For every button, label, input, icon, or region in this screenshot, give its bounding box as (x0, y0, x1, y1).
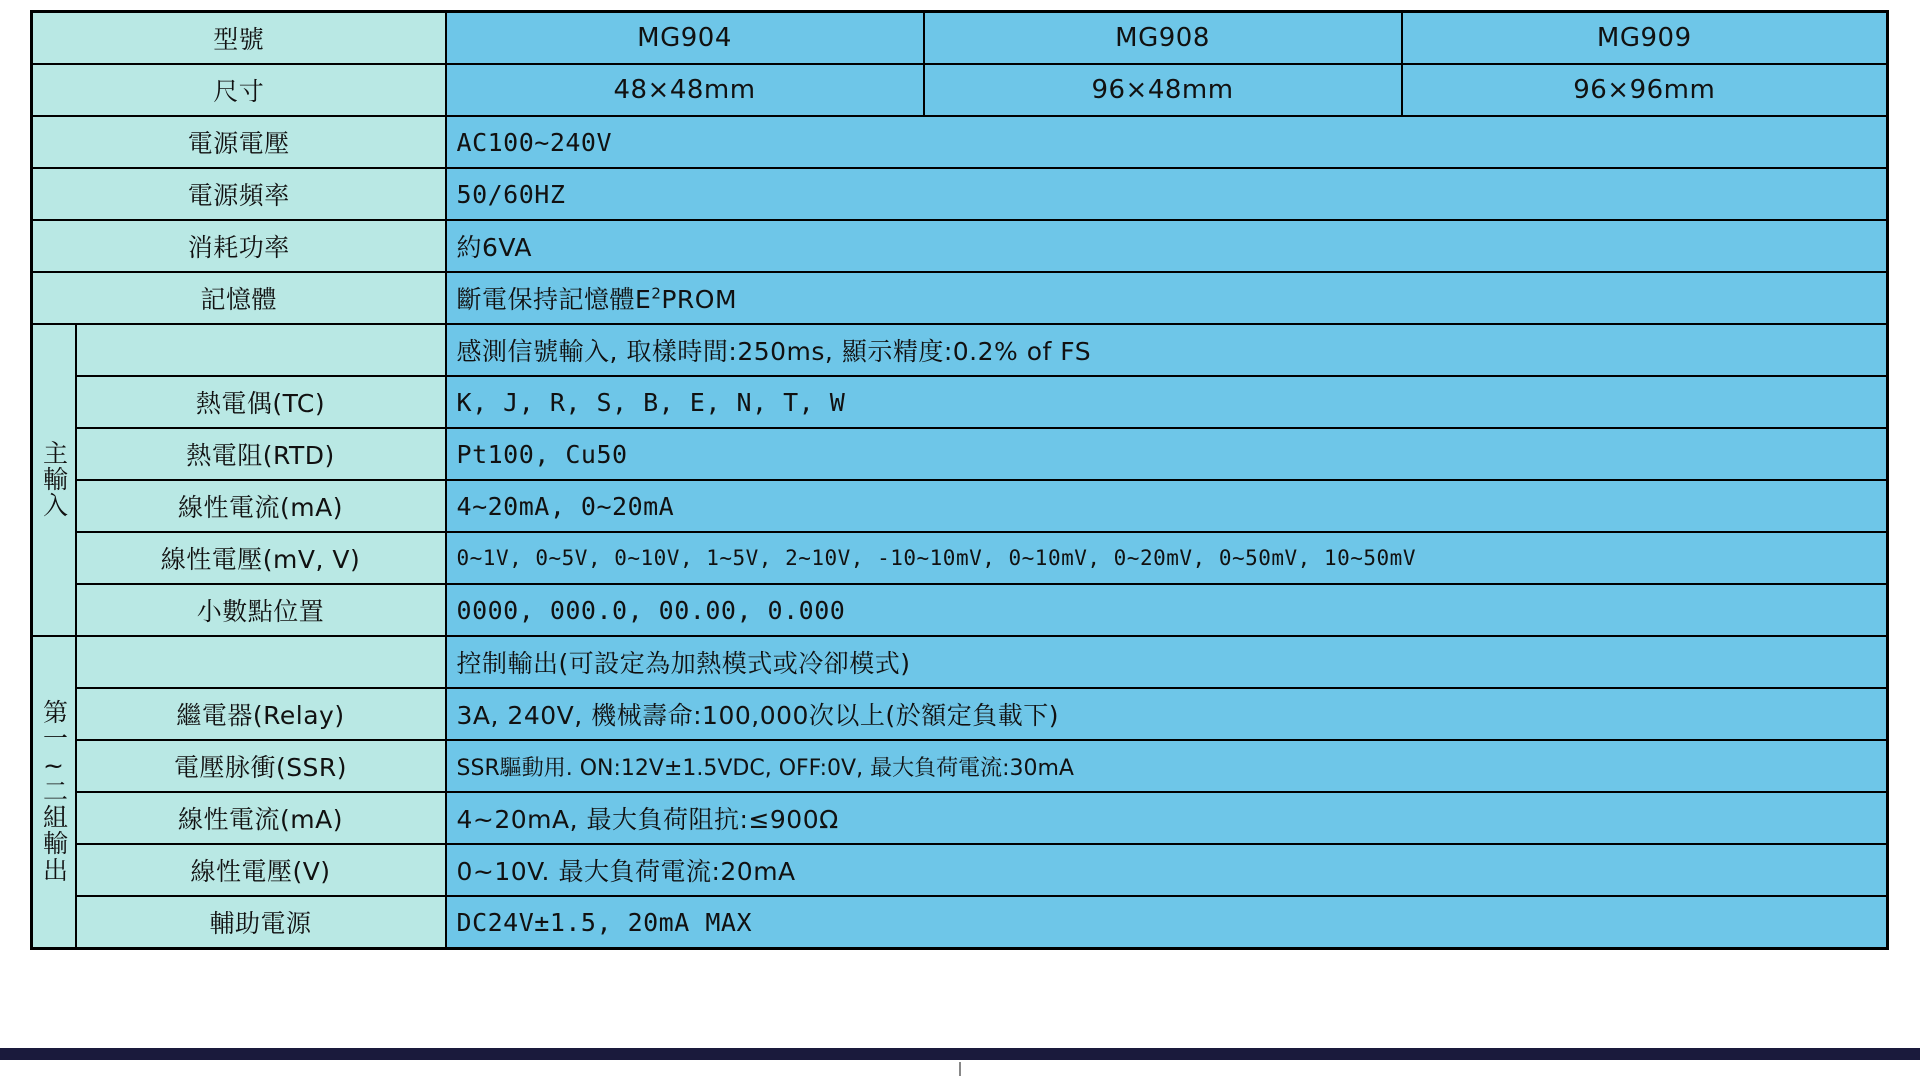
table-row (32, 740, 1888, 792)
row-value-main-input-general: 感測信號輸入, 取樣時間:250ms, 顯示精度:0.2% of FS (446, 324, 1888, 376)
group-char: 入 (43, 491, 69, 521)
table-row (32, 324, 1888, 376)
row-label-supply-frequency: 電源頻率 (32, 168, 446, 220)
footer-center-mark (959, 1062, 961, 1076)
table-row (32, 116, 1888, 168)
size-mg909: 96×96mm (1402, 64, 1888, 116)
row-label-decimal-point: 小數點位置 (76, 584, 446, 636)
row-value-thermocouple: K, J, R, S, B, E, N, T, W (446, 376, 1888, 428)
model-mg904: MG904 (446, 12, 924, 65)
row-value-relay: 3A, 240V, 機械壽命:100,000次以上(於額定負載下) (446, 688, 1888, 740)
model-mg908: MG908 (924, 12, 1402, 65)
row-label-thermocouple: 熱電偶(TC) (76, 376, 446, 428)
row-label-linear-voltage-out: 線性電壓(V) (76, 844, 446, 896)
memory-prefix: 斷電保持記憶體E (456, 285, 652, 314)
row-label-linear-current-out: 線性電流(mA) (76, 792, 446, 844)
row-label-supply-voltage: 電源電壓 (32, 116, 446, 168)
table-row (32, 532, 1888, 584)
group-char: 組 (43, 803, 69, 833)
table-row (32, 792, 1888, 844)
row-label-output-general (76, 636, 446, 688)
row-label-linear-voltage-in: 線性電壓(mV, V) (76, 532, 446, 584)
table-row (32, 64, 1888, 116)
row-value-decimal-point: 0000, 000.0, 00.00, 0.000 (446, 584, 1888, 636)
table-row (32, 688, 1888, 740)
row-value-ssr: SSR驅動用. ON:12V±1.5VDC, OFF:0V, 最大負荷電流:30mA (446, 740, 1888, 792)
group-char: 第 (43, 698, 69, 728)
row-value-linear-voltage-out: 0~10V. 最大負荷電流:20mA (446, 844, 1888, 896)
footer-bar (0, 1048, 1920, 1060)
row-label-auxiliary-power: 輔助電源 (76, 896, 446, 949)
group-char: ~ (43, 750, 65, 780)
row-value-linear-current-in: 4~20mA, 0~20mA (446, 480, 1888, 532)
row-value-linear-voltage-in: 0~1V, 0~5V, 0~10V, 1~5V, 2~10V, -10~10mV, 0~10mV, 0~20mV, 0~50mV, 10~50mV (446, 532, 1888, 584)
table-row (32, 844, 1888, 896)
row-value-rtd: Pt100, Cu50 (446, 428, 1888, 480)
group-char: 輸 (43, 829, 69, 859)
table-row (32, 480, 1888, 532)
specification-table (30, 10, 1889, 950)
memory-superscript: 2 (651, 284, 662, 303)
group-char: 出 (43, 855, 69, 885)
row-value-supply-voltage: AC100~240V (446, 116, 1888, 168)
memory-suffix: PROM (661, 285, 738, 314)
table-row (32, 12, 1888, 65)
table-row (32, 376, 1888, 428)
group-char: 主 (43, 438, 69, 468)
size-mg904: 48×48mm (446, 64, 924, 116)
row-value-supply-frequency: 50/60HZ (446, 168, 1888, 220)
row-label-main-input-general (76, 324, 446, 376)
group-char: 輸 (43, 464, 69, 494)
group-label-output-1-2 (32, 636, 76, 949)
group-char: 一 (43, 724, 69, 754)
row-value-output-general: 控制輸出(可設定為加熱模式或冷卻模式) (446, 636, 1888, 688)
table-row (32, 636, 1888, 688)
table-row (32, 896, 1888, 949)
table-row (32, 272, 1888, 324)
group-label-main-input (32, 324, 76, 636)
row-label-linear-current-in: 線性電流(mA) (76, 480, 446, 532)
row-value-power-consumption: 約6VA (446, 220, 1888, 272)
row-label-size: 尺寸 (32, 64, 446, 116)
model-mg909: MG909 (1402, 12, 1888, 65)
row-label-model: 型號 (32, 12, 446, 65)
table-row (32, 584, 1888, 636)
row-label-ssr: 電壓脉衝(SSR) (76, 740, 446, 792)
size-mg908: 96×48mm (924, 64, 1402, 116)
group-char: 二 (43, 776, 69, 806)
row-label-rtd: 熱電阻(RTD) (76, 428, 446, 480)
row-label-relay: 繼電器(Relay) (76, 688, 446, 740)
table-row (32, 220, 1888, 272)
table-row (32, 428, 1888, 480)
row-label-power-consumption: 消耗功率 (32, 220, 446, 272)
row-value-memory (446, 272, 1888, 324)
row-label-memory: 記憶體 (32, 272, 446, 324)
table-row (32, 168, 1888, 220)
row-value-auxiliary-power: DC24V±1.5, 20mA MAX (446, 896, 1888, 949)
row-value-linear-current-out: 4~20mA, 最大負荷阻抗:≤900Ω (446, 792, 1888, 844)
